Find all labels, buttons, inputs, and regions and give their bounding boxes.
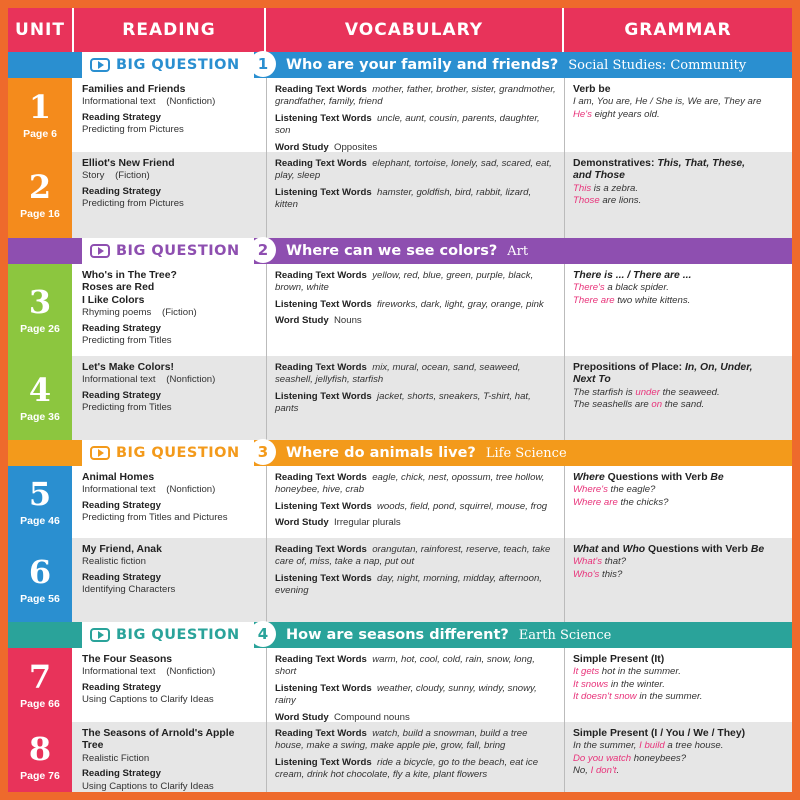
grammar-cell: There is ... / There are ... There's a black spider. There are two white kittens. bbox=[564, 264, 792, 356]
play-icon[interactable] bbox=[90, 628, 110, 642]
unit-number: 2 bbox=[28, 168, 52, 206]
reading-cell: The Four Seasons Informational text (Nonfiction) Reading Strategy Using Captions to Clarify Ideas bbox=[82, 654, 216, 706]
vocabulary-cell: Reading Text Words watch, build a snowman, build a tree house, make a swing, make apple pie, grow, fall, bring Listening Text Words ride a bicycle, go to the beach, eat ice cream, drink hot chocolate, fly a kite, plant flowers bbox=[266, 722, 562, 792]
unit-row-3 bbox=[8, 264, 792, 356]
header-vocabulary: VOCABULARY bbox=[266, 8, 564, 52]
unit-number-cell bbox=[8, 466, 72, 538]
unit-page: Page 16 bbox=[20, 208, 60, 220]
vocabulary-cell: Reading Text Words warm, hot, cool, cold, rain, snow, long, short Listening Text Words weather, cloudy, sunny, windy, snowy, rainy Word Study Compound nouns bbox=[266, 648, 562, 722]
unit-number: 6 bbox=[28, 553, 52, 591]
grammar-cell: Verb be I am, You are, He / She is, We are, They are He's eight years old. bbox=[564, 78, 792, 152]
grammar-cell: Demonstratives: This, That, These, and Those This is a zebra. Those are lions. bbox=[564, 152, 792, 238]
unit-number: 5 bbox=[28, 475, 52, 513]
unit-number-cell bbox=[8, 648, 72, 722]
big-question-label-3: BIG QUESTION bbox=[82, 440, 254, 466]
unit-row-4 bbox=[8, 356, 792, 440]
table-of-contents bbox=[8, 8, 792, 792]
big-question-number: 3 bbox=[250, 439, 276, 465]
vocabulary-cell: Reading Text Words orangutan, rainforest, reserve, teach, take care of, miss, take a nap, put out Listening Text Words day, night, morning, midday, afternoon, evening bbox=[266, 538, 562, 622]
unit-page: Page 76 bbox=[20, 770, 60, 782]
reading-cell: Families and Friends Informational text (Nonfiction) Reading Strategy Predicting from Pictures bbox=[82, 84, 216, 136]
unit-row-7 bbox=[8, 648, 792, 722]
vocabulary-cell: Reading Text Words yellow, red, blue, green, purple, black, brown, white Listening Text Words fireworks, dark, light, gray, orange, pink Word Study Nouns bbox=[266, 264, 562, 356]
big-question-label-1: BIG QUESTION bbox=[82, 52, 254, 78]
grammar-cell: What and Who Questions with Verb Be What's that? Who's this? bbox=[564, 538, 792, 622]
vocabulary-cell: Reading Text Words mother, father, brother, sister, grandmother, grandfather, family, friend Listening Text Words uncle, aunt, cousin, parents, daughter, son Word Study Opposites bbox=[266, 78, 562, 152]
unit-number-cell bbox=[8, 538, 72, 622]
unit-row-2 bbox=[8, 152, 792, 238]
play-icon[interactable] bbox=[90, 244, 110, 258]
big-question-bar-3 bbox=[8, 440, 792, 466]
unit-number: 7 bbox=[28, 658, 52, 696]
unit-number-cell bbox=[8, 722, 72, 792]
unit-number-cell bbox=[8, 356, 72, 440]
unit-number: 3 bbox=[28, 283, 52, 321]
big-question-number: 1 bbox=[250, 51, 276, 77]
unit-number-cell bbox=[8, 264, 72, 356]
unit-page: Page 46 bbox=[20, 515, 60, 527]
big-question-bar-1 bbox=[8, 52, 792, 78]
big-question-number: 2 bbox=[250, 237, 276, 263]
header-row bbox=[8, 8, 792, 52]
big-question-text: Who are your family and friends? Social Studies: Community bbox=[286, 57, 747, 73]
play-icon[interactable] bbox=[90, 58, 110, 72]
big-question-label-2: BIG QUESTION bbox=[82, 238, 254, 264]
unit-number: 8 bbox=[28, 730, 52, 768]
unit-number: 1 bbox=[28, 88, 52, 126]
big-question-text: How are seasons different? Earth Science bbox=[286, 627, 612, 643]
unit-number-cell bbox=[8, 152, 72, 238]
header-grammar: GRAMMAR bbox=[624, 20, 732, 40]
unit-page: Page 66 bbox=[20, 698, 60, 710]
unit-page: Page 56 bbox=[20, 593, 60, 605]
big-question-bar-2 bbox=[8, 238, 792, 264]
grammar-cell: Simple Present (It) It gets hot in the summer. It snows in the winter. It doesn't snow in the summer. bbox=[564, 648, 792, 722]
unit-row-5 bbox=[8, 466, 792, 538]
reading-cell: My Friend, Anak Realistic fiction Reading Strategy Identifying Characters bbox=[82, 544, 176, 596]
grammar-cell: Where Questions with Verb Be Where's the eagle? Where are the chicks? bbox=[564, 466, 792, 538]
reading-cell: Let's Make Colors! Informational text (Nonfiction) Reading Strategy Predicting from Titles bbox=[82, 362, 216, 414]
big-question-label-4: BIG QUESTION bbox=[82, 622, 254, 648]
unit-page: Page 26 bbox=[20, 323, 60, 335]
big-question-text: Where can we see colors? Art bbox=[286, 243, 529, 259]
play-icon[interactable] bbox=[90, 446, 110, 460]
unit-row-6 bbox=[8, 538, 792, 622]
unit-number-cell bbox=[8, 78, 72, 152]
header-unit: UNIT bbox=[8, 8, 74, 52]
reading-cell: Elliot's New Friend Story (Fiction) Reading Strategy Predicting from Pictures bbox=[82, 158, 184, 210]
reading-cell: The Seasons of Arnold's Apple Tree Realistic Fiction Reading Strategy Using Captions to Clarify Ideas bbox=[82, 728, 235, 792]
unit-page: Page 36 bbox=[20, 411, 60, 423]
unit-page: Page 6 bbox=[23, 128, 57, 140]
grammar-cell: Simple Present (I / You / We / They) In the summer, I build a tree house. Do you watch honeybees? No, I don't. bbox=[564, 722, 792, 792]
big-question-number: 4 bbox=[250, 621, 276, 647]
vocabulary-cell: Reading Text Words elephant, tortoise, lonely, sad, scared, eat, play, sleep Listening Text Words hamster, goldfish, bird, rabbit, lizard, kitten bbox=[266, 152, 562, 238]
grammar-cell: Prepositions of Place: In, On, Under, Next To The starfish is under the seaweed. The seashells are on the sand. bbox=[564, 356, 792, 440]
unit-number: 4 bbox=[28, 371, 52, 409]
big-question-bar-4 bbox=[8, 622, 792, 648]
vocabulary-cell: Reading Text Words mix, mural, ocean, sand, seaweed, seashell, jellyfish, starfish Listening Text Words jacket, shorts, sneakers, T-shirt, hat, pants bbox=[266, 356, 562, 440]
unit-row-8 bbox=[8, 722, 792, 792]
vocabulary-cell: Reading Text Words eagle, chick, nest, opossum, tree hollow, honeybee, hive, crab Listening Text Words woods, field, pond, squirrel, mouse, frog Word Study Irregular plurals bbox=[266, 466, 562, 538]
big-question-text: Where do animals live? Life Science bbox=[286, 445, 567, 461]
header-reading: READING bbox=[74, 8, 266, 52]
reading-cell: Who's in The Tree? Roses are Red I Like Colors Rhyming poems (Fiction) Reading Strategy Predicting from Titles bbox=[82, 270, 197, 347]
unit-row-1 bbox=[8, 78, 792, 152]
reading-cell: Animal Homes Informational text (Nonfiction) Reading Strategy Predicting from Titles and Pictures bbox=[82, 472, 228, 524]
